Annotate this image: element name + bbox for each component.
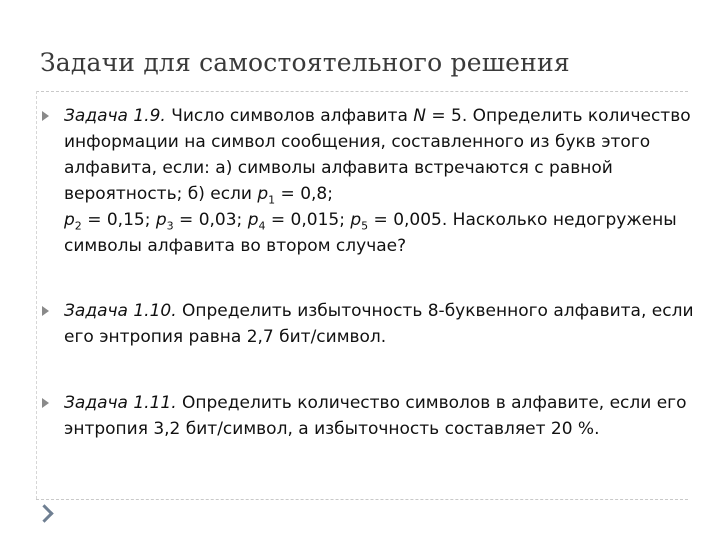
value: = 0,015;	[265, 210, 351, 230]
var-p: p	[64, 210, 75, 230]
task-1-9	[64, 103, 696, 259]
next-slide-icon[interactable]	[35, 504, 53, 522]
task-text: Определить количество символов в алфавите, если его энтропия 3,2 бит/символ, а избыточность составляет 20 %.	[64, 393, 687, 439]
left-divider	[36, 91, 37, 499]
index: 5	[361, 219, 369, 233]
bullet-arrow-icon	[42, 398, 49, 408]
slide-title: Задачи для самостоятельного решения	[40, 48, 570, 77]
var-p: p	[257, 184, 269, 204]
var-p: p	[155, 210, 167, 230]
bullet-arrow-icon	[42, 306, 49, 316]
var-N: N	[413, 106, 426, 126]
index: 2	[74, 219, 82, 233]
value: = 0,03;	[173, 210, 248, 230]
value: = 0,005. Насколько недогружены символы алфавита во втором случае?	[64, 210, 677, 256]
task-text: Определить избыточность 8-буквенного алфавита, если его энтропия равна 2,7 бит/символ.	[64, 301, 694, 347]
index: 4	[258, 219, 266, 233]
index: 3	[166, 219, 174, 233]
var-p: p	[247, 210, 259, 230]
task-name: Задача 1.9.	[64, 106, 166, 126]
title-divider	[36, 91, 688, 92]
bullet-arrow-icon	[42, 111, 49, 121]
var-p: p	[350, 210, 362, 230]
index: 1	[268, 193, 276, 207]
value: = 0,8;	[275, 184, 333, 204]
task-name: Задача 1.11.	[64, 393, 177, 413]
task-text: = 5. Определить количество информации на символ сообщения, составленного из букв этого алфавита, если: а) символы алфавита встречаются с равной вероятность; б) если	[64, 106, 691, 204]
task-1-11	[64, 390, 696, 442]
value: = 0,15;	[81, 210, 156, 230]
task-text: Число символов алфавита	[165, 106, 414, 126]
task-name: Задача 1.10.	[64, 301, 177, 321]
footer-divider	[36, 499, 688, 500]
task-1-10	[64, 298, 696, 350]
